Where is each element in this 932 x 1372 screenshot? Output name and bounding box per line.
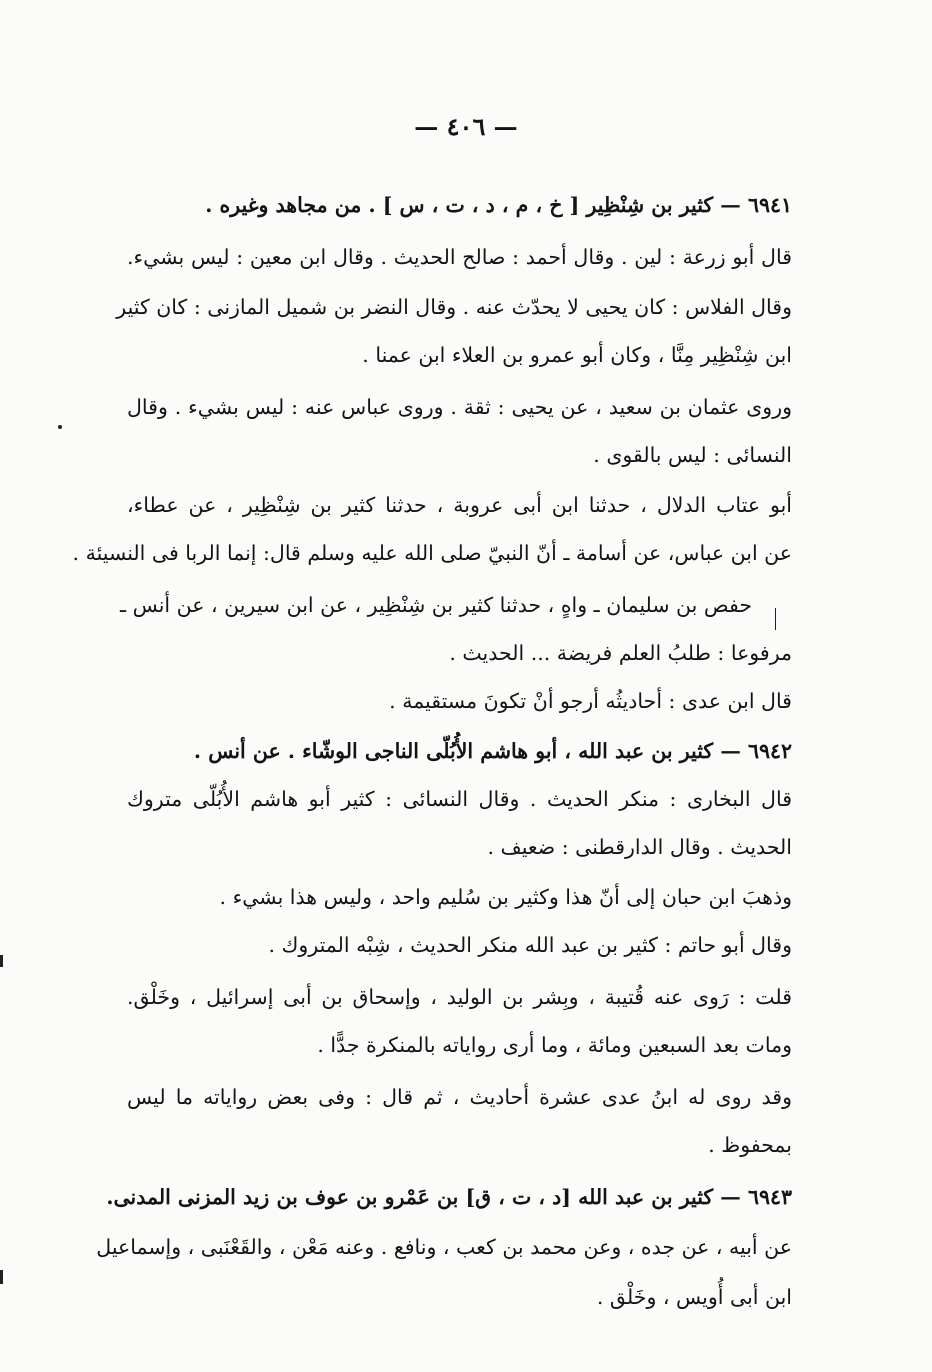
text-line-14: الحديث . وقال الدارقطنى : ضعيف . [487,835,792,859]
text-line-13: قال البخارى : منكر الحديث . وقال النسائى : كثير أبو هاشم الأُبُلّى متروك [127,787,792,811]
scan-speck [0,1270,3,1284]
text-line-3: وقال الفلاس : كان يحيى لا يحدّث عنه . وقال النضر بن شميل المازنى : كان كثير [116,295,792,319]
text-line-10: مرفوعا : طلبُ العلم فريضة ... الحديث . [449,641,792,665]
text-line-15: وذهبَ ابن حبان إلى أنّ هذا وكثير بن سُليم واحد ، وليس هذا بشيء . [219,885,792,909]
text-line-18: ومات بعد السبعين ومائة ، وما أرى رواياته بالمنكرة جدًّا . [317,1033,792,1057]
text-line-20: بمحفوظ . [708,1133,792,1157]
entry-6943-heading: ٦٩٤٣ — كثير بن عبد الله [د ، ت ، ق] بن عَمْرو بن عوف بن زيد المزنى المدنى. [106,1185,792,1209]
text-line-9: حفص بن سليمان ـ واهٍ ، حدثنا كثير بن شِنْظِير ، عن ابن سيرين ، عن أنس ـ [120,593,752,617]
text-line-22: عن أبيه ، عن جده ، وعن محمد بن كعب ، ونافع . وعنه مَعْن ، والقَعْنَبى ، وإسماعيل [96,1235,792,1259]
entry-6941-heading: ٦٩٤١ — كثير بن شِنْظِير [ خ ، م ، د ، ت ، س ] . من مجاهد وغيره . [205,193,792,217]
text-line-6: النسائى : ليس بالقوى . [593,443,792,467]
text-line-5: وروى عثمان بن سعيد ، عن يحيى : ثقة . وروى عباس عنه : ليس بشيء . وقال [127,395,792,419]
page-number: — ٤٠٦ — [414,112,518,141]
text-line-7: أبو عتاب الدلال ، حدثنا ابن أبى عروبة ، حدثنا كثير بن شِنْظِير ، عن عطاء، [127,493,792,517]
text-line-19: وقد روى له ابنُ عدى عشرة أحاديث ، ثم قال : وفى بعض رواياته ما ليس [127,1085,792,1109]
text-line-16: وقال أبو حاتم : كثير بن عبد الله منكر الحديث ، شِبْه المتروك . [268,933,792,957]
text-line-2: قال أبو زرعة : لين . وقال أحمد : صالح الحديث . وقال ابن معين : ليس بشيء. [127,245,792,269]
text-line-11: قال ابن عدى : أحاديثُه أرجو أنْ تكونَ مستقيمة . [389,689,792,713]
text-line-4: ابن شِنْظِير مِنَّا ، وكان أبو عمرو بن العلاء ابن عمنا . [362,343,792,367]
scan-speck [775,608,776,630]
scan-speck [58,425,62,429]
scan-speck [0,955,3,967]
entry-6942-heading: ٦٩٤٢ — كثير بن عبد الله ، أبو هاشم الأُبُلّى الناجى الوشّاء . عن أنس . [193,739,792,763]
text-line-17: قلت : رَوى عنه قُتيبة ، وبِشر بن الوليد ، وإسحاق بن أبى إسرائيل ، وخَلْق. [127,985,793,1009]
text-line-8: عن ابن عباس، عن أسامة ـ أنّ النبيّ صلى الله عليه وسلم قال: إنما الربا فى النسيئة . [72,541,792,565]
text-line-23: ابن أبى أُويس ، وخَلْق . [596,1285,792,1309]
